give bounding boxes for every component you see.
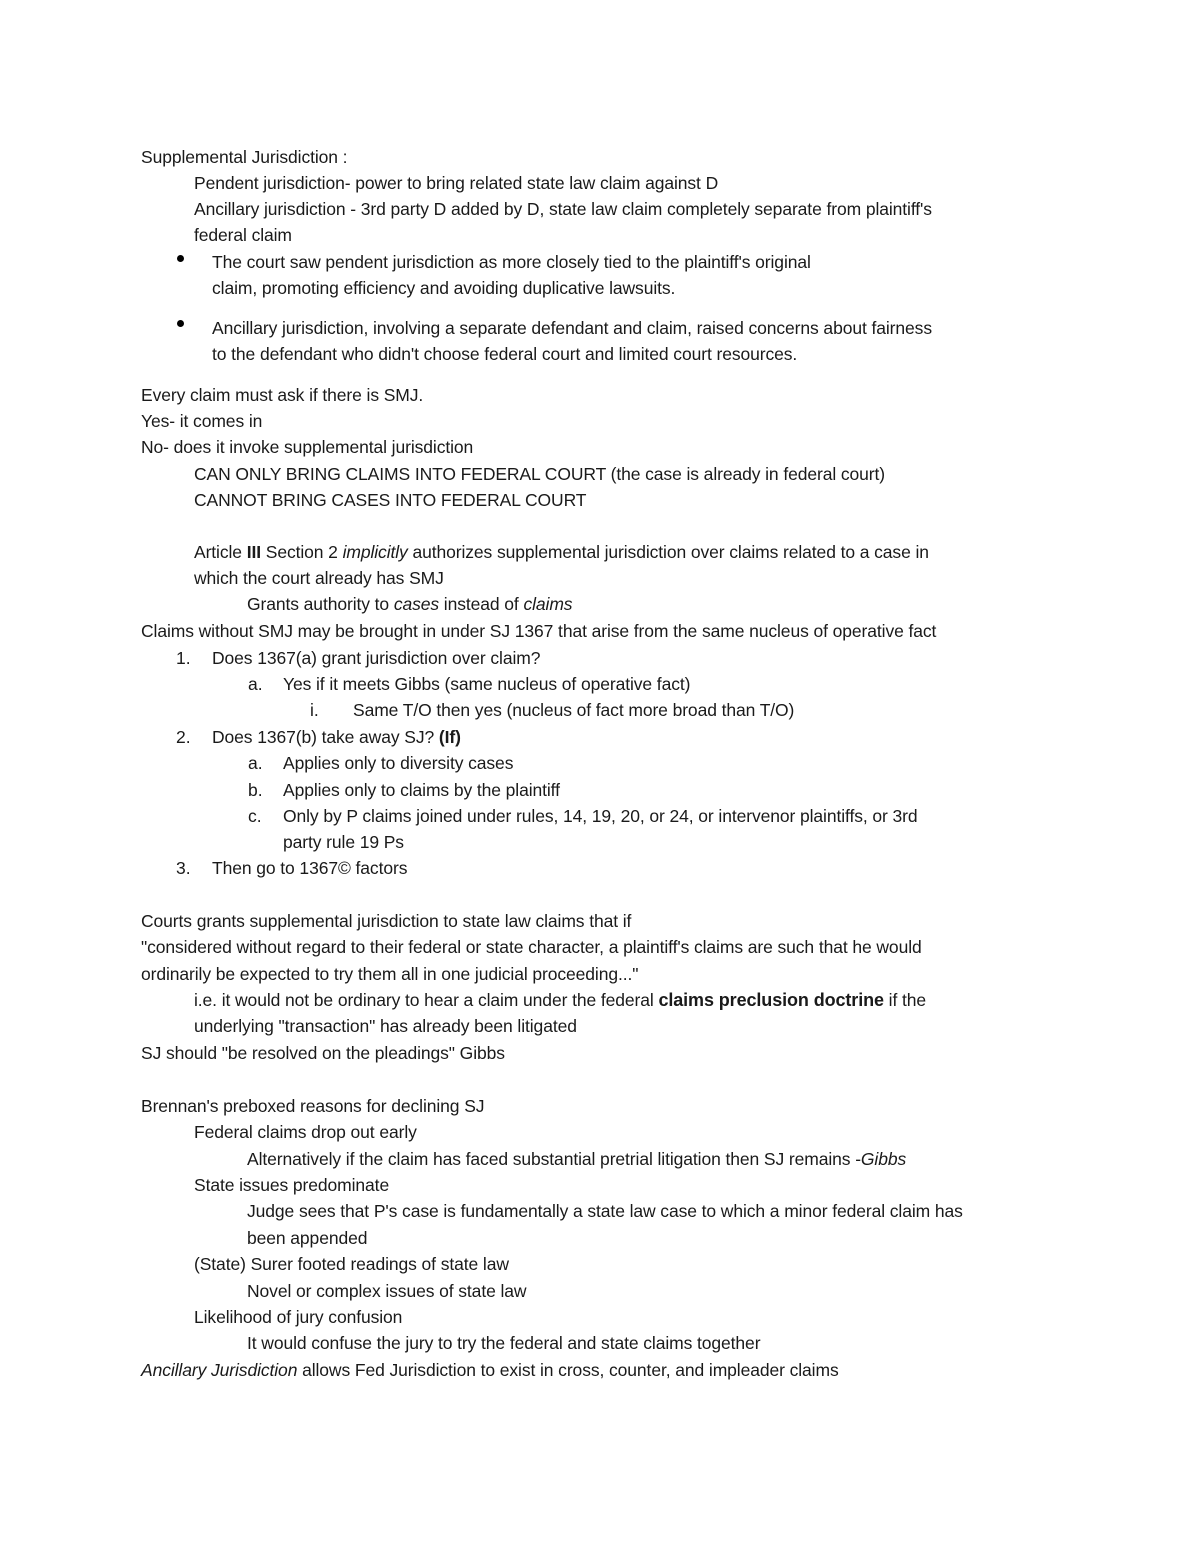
surer-footed-line: (State) Surer footed readings of state law [194, 1254, 509, 1274]
article-iii-line-2: which the court already has SMJ [194, 568, 444, 588]
courts-grants-line: Courts grants supplemental jurisdiction to state law claims that if [141, 911, 632, 931]
bullet-2-line-1: Ancillary jurisdiction, involving a separate defendant and claim, raised concerns about fairness [212, 318, 932, 338]
list-marker: b. [248, 780, 263, 800]
smj-question: Every claim must ask if there is SMJ. [141, 385, 424, 405]
quote-line-2: ordinarily be expected to try them all in one judicial proceeding..." [141, 964, 639, 984]
list-item-1a: Yes if it meets Gibbs (same nucleus of operative fact) [283, 674, 691, 694]
list-marker: 3. [176, 858, 191, 878]
list-item-2c-line-1: Only by P claims joined under rules, 14, 19, 20, or 24, or intervenor plaintiffs, or 3rd [283, 806, 918, 826]
list-marker: 2. [176, 727, 191, 747]
judge-line-1: Judge sees that P's case is fundamentally a state law case to which a minor federal claim has [247, 1201, 963, 1221]
list-item-3: Then go to 1367© factors [212, 858, 408, 878]
novel-complex-line: Novel or complex issues of state law [247, 1281, 527, 1301]
list-item-2c-line-2: party rule 19 Ps [283, 832, 404, 852]
ancillary-definition-line-1: Ancillary jurisdiction - 3rd party D added by D, state law claim completely separate from plaintiff's [194, 199, 932, 219]
article-iii-line-1: Article III Section 2 implicitly authorizes supplemental jurisdiction over claims related to a case in [194, 542, 929, 562]
bullet-icon [177, 320, 184, 327]
list-marker: i. [310, 700, 319, 720]
alternatively-line: Alternatively if the claim has faced substantial pretrial litigation then SJ remains -Gibbs [247, 1149, 907, 1169]
list-item-2b: Applies only to claims by the plaintiff [283, 780, 560, 800]
ancillary-jurisdiction-line: Ancillary Jurisdiction allows Fed Jurisdiction to exist in cross, counter, and impleader claims [141, 1360, 839, 1380]
cannot-line: CANNOT BRING CASES INTO FEDERAL COURT [194, 490, 587, 510]
claims-without-smj: Claims without SMJ may be brought in under SJ 1367 that arise from the same nucleus of operative fact [141, 621, 937, 641]
list-item-2: Does 1367(b) take away SJ? (If) [212, 727, 461, 747]
list-marker: c. [248, 806, 262, 826]
jury-confusion-line: Likelihood of jury confusion [194, 1307, 403, 1327]
section-title: Supplemental Jurisdiction : [141, 147, 348, 167]
bullet-1-line-2: claim, promoting efficiency and avoiding duplicative lawsuits. [212, 278, 676, 298]
yes-line: Yes- it comes in [141, 411, 263, 431]
list-item-1ai: Same T/O then yes (nucleus of fact more broad than T/O) [353, 700, 795, 720]
pendent-definition: Pendent jurisdiction- power to bring related state law claim against D [194, 173, 719, 193]
confuse-jury-line: It would confuse the jury to try the federal and state claims together [247, 1333, 761, 1353]
grants-authority-line: Grants authority to cases instead of claims [247, 594, 573, 614]
bullet-2-line-2: to the defendant who didn't choose federal court and limited court resources. [212, 344, 798, 364]
list-item-2a: Applies only to diversity cases [283, 753, 514, 773]
state-issues-line: State issues predominate [194, 1175, 390, 1195]
can-only-line: CAN ONLY BRING CLAIMS INTO FEDERAL COURT (the case is already in federal court) [194, 464, 886, 484]
sj-resolved-line: SJ should "be resolved on the pleadings" Gibbs [141, 1043, 505, 1063]
quote-line-1: "considered without regard to their federal or state character, a plaintiff's claims are such that he would [141, 937, 922, 957]
ancillary-definition-line-2: federal claim [194, 225, 292, 245]
brennan-heading: Brennan's preboxed reasons for declining SJ [141, 1096, 485, 1116]
list-marker: a. [248, 753, 263, 773]
ie-line-2: underlying "transaction" has already been litigated [194, 1016, 577, 1036]
list-marker: a. [248, 674, 263, 694]
no-line: No- does it invoke supplemental jurisdiction [141, 437, 474, 457]
list-item-1: Does 1367(a) grant jurisdiction over claim? [212, 648, 541, 668]
ie-line-1: i.e. it would not be ordinary to hear a claim under the federal claims preclusion doctrine if the [194, 990, 927, 1010]
list-marker: 1. [176, 648, 191, 668]
judge-line-2: been appended [247, 1228, 368, 1248]
bullet-icon [177, 255, 184, 262]
bullet-1-line-1: The court saw pendent jurisdiction as more closely tied to the plaintiff's original [212, 252, 811, 272]
federal-drop-line: Federal claims drop out early [194, 1122, 417, 1142]
